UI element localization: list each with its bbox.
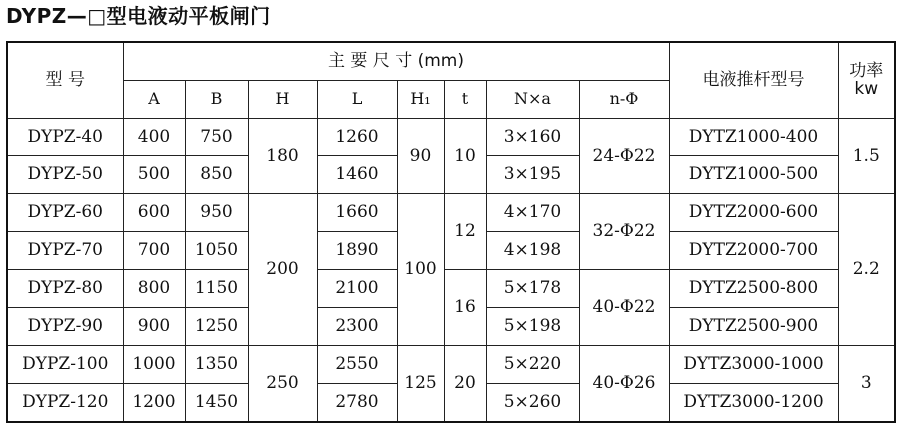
cell-a: 700 — [123, 232, 185, 270]
cell-actuator: DYTZ3000-1000 — [669, 345, 838, 383]
header-actuator: 电液推杆型号 — [669, 42, 838, 118]
cell-model: DYPZ-100 — [7, 345, 123, 383]
cell-na: 3×195 — [486, 156, 579, 194]
cell-actuator: DYTZ2500-900 — [669, 307, 838, 345]
header-t: t — [444, 80, 486, 118]
cell-b: 1050 — [185, 232, 248, 270]
cell-na: 5×198 — [486, 307, 579, 345]
cell-a: 1000 — [123, 345, 185, 383]
cell-model: DYPZ-90 — [7, 307, 123, 345]
header-model: 型 号 — [7, 42, 123, 118]
cell-b: 1150 — [185, 270, 248, 308]
header-h: H — [248, 80, 317, 118]
cell-power: 2.2 — [838, 194, 895, 346]
cell-nphi: 32-Φ22 — [579, 194, 669, 270]
cell-a: 900 — [123, 307, 185, 345]
cell-l: 2100 — [317, 270, 397, 308]
table-row — [7, 345, 895, 383]
cell-actuator: DYTZ1000-500 — [669, 156, 838, 194]
cell-model: DYPZ-80 — [7, 270, 123, 308]
cell-b: 850 — [185, 156, 248, 194]
cell-na: 3×160 — [486, 118, 579, 156]
cell-actuator: DYTZ2000-600 — [669, 194, 838, 232]
cell-t: 20 — [444, 345, 486, 422]
cell-na: 5×178 — [486, 270, 579, 308]
cell-h1: 125 — [397, 345, 444, 422]
header-a: A — [123, 80, 185, 118]
cell-actuator: DYTZ3000-1200 — [669, 383, 838, 422]
page-title: DYPZ—□型电液动平板闸门 — [6, 4, 271, 28]
cell-model: DYPZ-120 — [7, 383, 123, 422]
cell-na: 5×260 — [486, 383, 579, 422]
cell-nphi: 24-Φ22 — [579, 118, 669, 194]
cell-b: 1350 — [185, 345, 248, 383]
cell-l: 1890 — [317, 232, 397, 270]
table-row — [7, 194, 895, 232]
header-h1: H₁ — [397, 80, 444, 118]
cell-b: 950 — [185, 194, 248, 232]
header-l: L — [317, 80, 397, 118]
cell-h1: 90 — [397, 118, 444, 194]
spec-table — [6, 41, 896, 423]
cell-h1: 100 — [397, 194, 444, 346]
cell-na: 5×220 — [486, 345, 579, 383]
header-power: 功率 kw — [838, 42, 895, 118]
cell-a: 1200 — [123, 383, 185, 422]
cell-actuator: DYTZ2500-800 — [669, 270, 838, 308]
cell-l: 2300 — [317, 307, 397, 345]
cell-t: 16 — [444, 270, 486, 346]
cell-power: 3 — [838, 345, 895, 422]
cell-model: DYPZ-40 — [7, 118, 123, 156]
cell-model: DYPZ-50 — [7, 156, 123, 194]
header-nphi: n-Φ — [579, 80, 669, 118]
cell-model: DYPZ-60 — [7, 194, 123, 232]
cell-l: 1460 — [317, 156, 397, 194]
cell-l: 1260 — [317, 118, 397, 156]
cell-nphi: 40-Φ22 — [579, 270, 669, 346]
table-row — [7, 270, 895, 308]
header-dims: 主 要 尺 寸 (mm) — [123, 42, 669, 80]
cell-nphi: 40-Φ26 — [579, 345, 669, 422]
cell-t: 12 — [444, 194, 486, 270]
cell-actuator: DYTZ1000-400 — [669, 118, 838, 156]
cell-h: 200 — [248, 194, 317, 346]
cell-b: 1450 — [185, 383, 248, 422]
cell-a: 500 — [123, 156, 185, 194]
cell-h: 250 — [248, 345, 317, 422]
cell-a: 400 — [123, 118, 185, 156]
cell-h: 180 — [248, 118, 317, 194]
cell-l: 2550 — [317, 345, 397, 383]
cell-actuator: DYTZ2000-700 — [669, 232, 838, 270]
cell-l: 2780 — [317, 383, 397, 422]
cell-l: 1660 — [317, 194, 397, 232]
cell-b: 1250 — [185, 307, 248, 345]
cell-power: 1.5 — [838, 118, 895, 194]
header-b: B — [185, 80, 248, 118]
header-na: N×a — [486, 80, 579, 118]
cell-na: 4×170 — [486, 194, 579, 232]
table-row — [7, 118, 895, 156]
cell-a: 600 — [123, 194, 185, 232]
cell-na: 4×198 — [486, 232, 579, 270]
cell-t: 10 — [444, 118, 486, 194]
cell-model: DYPZ-70 — [7, 232, 123, 270]
cell-a: 800 — [123, 270, 185, 308]
cell-b: 750 — [185, 118, 248, 156]
